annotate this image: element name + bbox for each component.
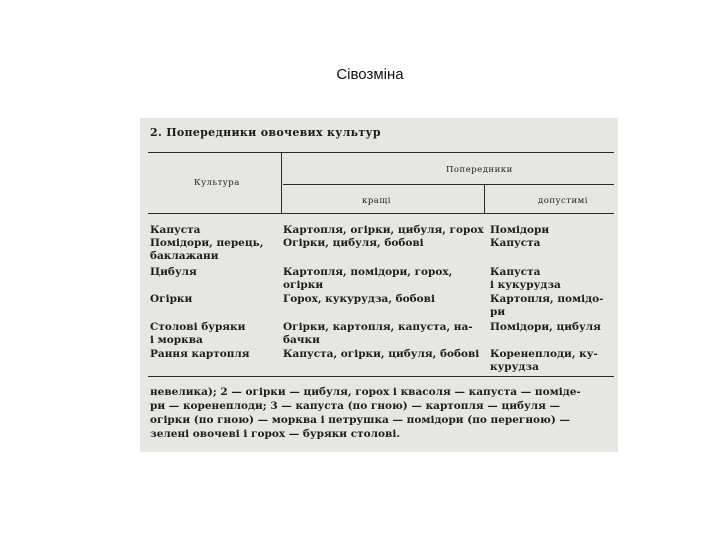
row-6-best: Капуста, огірки, цибуля, бобові xyxy=(283,348,480,360)
row-4-culture: Огірки xyxy=(150,293,193,305)
row-2-culture-line-1: Помідори, перець, xyxy=(150,237,264,249)
row-3-allowed-line-1: Капуста xyxy=(490,266,541,278)
row-4-best: Горох, кукурудза, бобові xyxy=(283,293,435,305)
header-best: кращі xyxy=(362,196,391,206)
row-3-best-line-2: огірки xyxy=(283,279,324,291)
row-5-allowed: Помідори, цибуля xyxy=(490,321,601,333)
row-3-allowed-line-2: і кукурудза xyxy=(490,279,561,291)
row-1-best: Картопля, огірки, цибуля, горох xyxy=(283,224,484,236)
row-2-allowed: Капуста xyxy=(490,237,541,249)
footnote-line-1: невелика); 2 — огірки — цибуля, горох і квасоля — капуста — поміде- xyxy=(150,386,581,398)
header-predecessors: Попередники xyxy=(446,165,513,175)
footnote-line-4: зелені овочеві і горох — буряки столові. xyxy=(150,428,401,440)
table-caption: 2. Попередники овочевих культур xyxy=(150,126,381,139)
row-4-allowed-line-1: Картопля, помідо- xyxy=(490,293,604,305)
row-4-allowed-line-2: ри xyxy=(490,306,506,318)
row-5-culture-line-1: Столові буряки xyxy=(150,321,246,333)
header-mid-rule xyxy=(283,184,614,185)
row-2-best: Огірки, цибуля, бобові xyxy=(283,237,424,249)
header-divider-2 xyxy=(484,185,485,213)
row-5-best-line-1: Огірки, картопля, капуста, на- xyxy=(283,321,473,333)
header-bottom-rule xyxy=(148,213,614,214)
row-1-culture: Капуста xyxy=(150,224,201,236)
table-top-rule xyxy=(148,152,614,153)
scanned-table-image xyxy=(140,118,618,452)
header-divider-1 xyxy=(281,153,282,213)
row-3-culture: Цибуля xyxy=(150,266,197,278)
row-1-allowed: Помідори xyxy=(490,224,550,236)
header-allowed: допустимі xyxy=(538,196,588,206)
row-3-best-line-1: Картопля, помідори, горох, xyxy=(283,266,453,278)
row-5-best-line-2: бачки xyxy=(283,334,320,346)
row-5-culture-line-2: і морква xyxy=(150,334,203,346)
row-6-allowed-line-1: Коренеплоди, ку- xyxy=(490,348,598,360)
header-culture: Культура xyxy=(194,178,240,188)
row-6-allowed-line-2: курудза xyxy=(490,361,539,373)
table-bottom-rule xyxy=(148,376,614,377)
row-2-culture-line-2: баклажани xyxy=(150,250,219,262)
row-6-culture: Рання картопля xyxy=(150,348,250,360)
slide-title: Сівозміна xyxy=(336,66,404,83)
footnote-line-2: ри — коренеплоди; 3 — капуста (по гною) — картопля — цибуля — xyxy=(150,400,561,412)
footnote-line-3: огірки (по гною) — морква і петрушка — помідори (по перегною) — xyxy=(150,414,570,426)
